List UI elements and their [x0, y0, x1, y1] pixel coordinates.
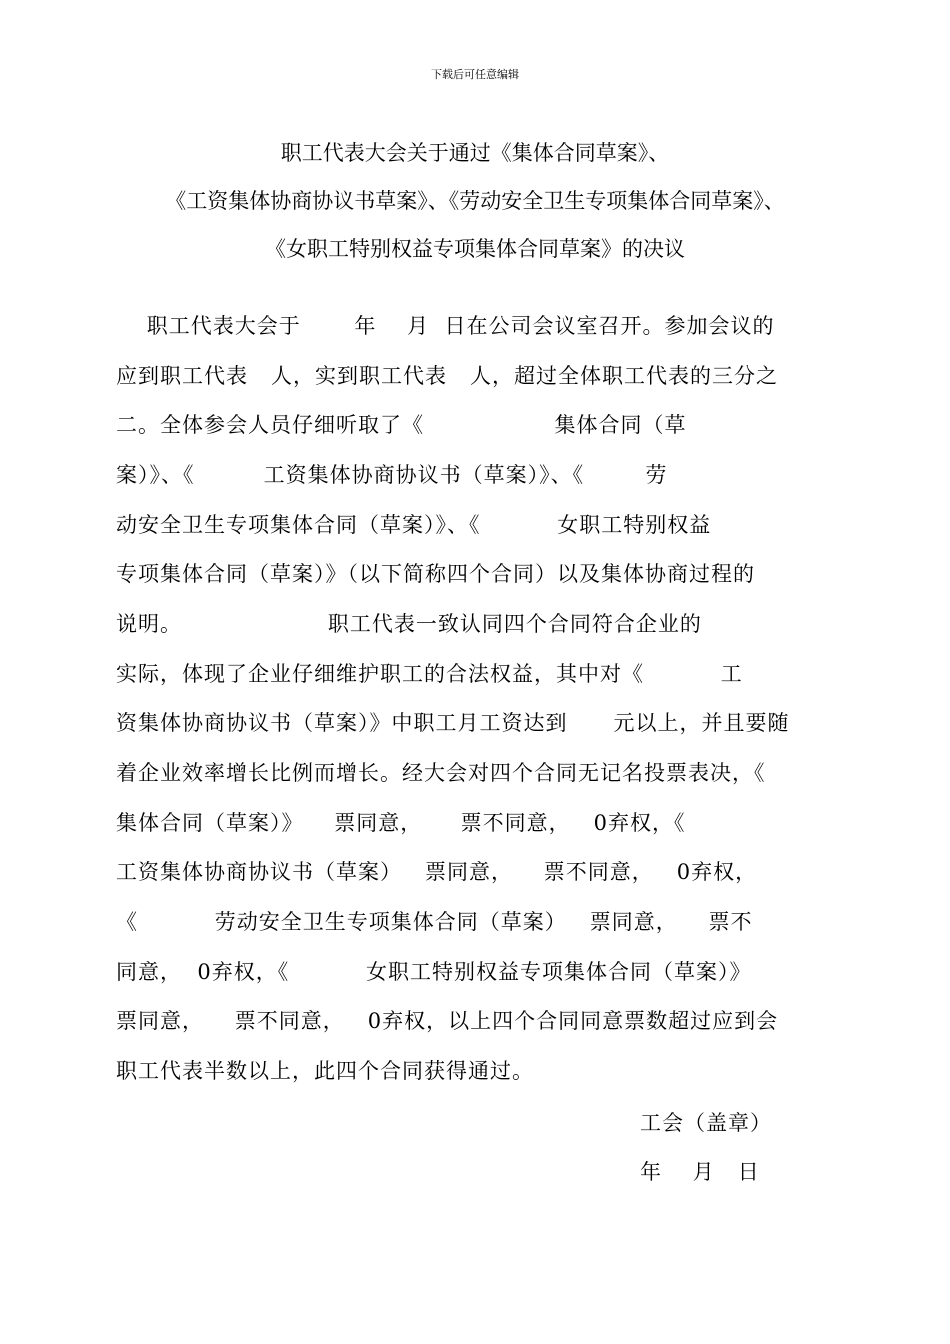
- body-line-5: 动安全卫生专项集体合同（草案）》、《 女职工特别权益: [116, 513, 712, 537]
- body-line-7: 说明。 职工代表一致认同四个合同符合企业的: [116, 612, 702, 636]
- signature-date: 年 月 日: [640, 1160, 760, 1184]
- header-note: 下载后可任意编辑: [431, 68, 519, 81]
- body-line-9: 资集体协商协议书（草案）》中职工月工资达到 元以上，并且要随: [116, 711, 790, 735]
- body-line-2: 应到职工代表 人，实到职工代表 人，超过全体职工代表的三分之: [116, 364, 779, 388]
- title-line-3: 《女职工特别权益专项集体合同草案》的决议: [265, 237, 685, 261]
- body-line-10: 着企业效率增长比例而增长。经大会对四个合同无记名投票表决，《: [116, 761, 766, 785]
- body-line-8: 实际，体现了企业仔细维护职工的合法权益，其中对《 工: [116, 662, 743, 686]
- body-line-16: 职工代表半数以上，此四个合同获得通过。: [116, 1059, 534, 1083]
- title-line-2: 《工资集体协商协议书草案》、《劳动安全卫生专项集体合同草案》、: [165, 189, 785, 213]
- body-line-11: 集体合同（草案）》 票同意， 票不同意， 0弃权，《: [116, 811, 686, 835]
- body-line-12: 工资集体协商协议书（草案） 票同意， 票不同意， 0弃权，: [116, 860, 758, 884]
- signature-org: 工会（盖章）: [640, 1111, 772, 1135]
- body-line-6: 专项集体合同（草案）》（以下简称四个合同）以及集体协商过程的: [116, 562, 755, 586]
- title-line-1: 职工代表大会关于通过《集体合同草案》、: [280, 141, 670, 165]
- body-line-3: 二。全体参会人员仔细听取了《 集体合同（草: [116, 413, 687, 437]
- body-line-13: 《 劳动安全卫生专项集体合同（草案） 票同意， 票不: [116, 910, 753, 934]
- body-line-14: 同意， 0弃权，《 女职工特别权益专项集体合同（草案）》: [116, 960, 752, 984]
- body-line-4: 案）》、《 工资集体协商协议书（草案）》、《 劳: [116, 463, 668, 487]
- body-line-1: 职工代表大会于 年 月 日在公司会议室召开。参加会议的: [116, 314, 775, 338]
- body-line-15: 票同意， 票不同意， 0弃权，以上四个合同同意票数超过应到会: [116, 1009, 779, 1033]
